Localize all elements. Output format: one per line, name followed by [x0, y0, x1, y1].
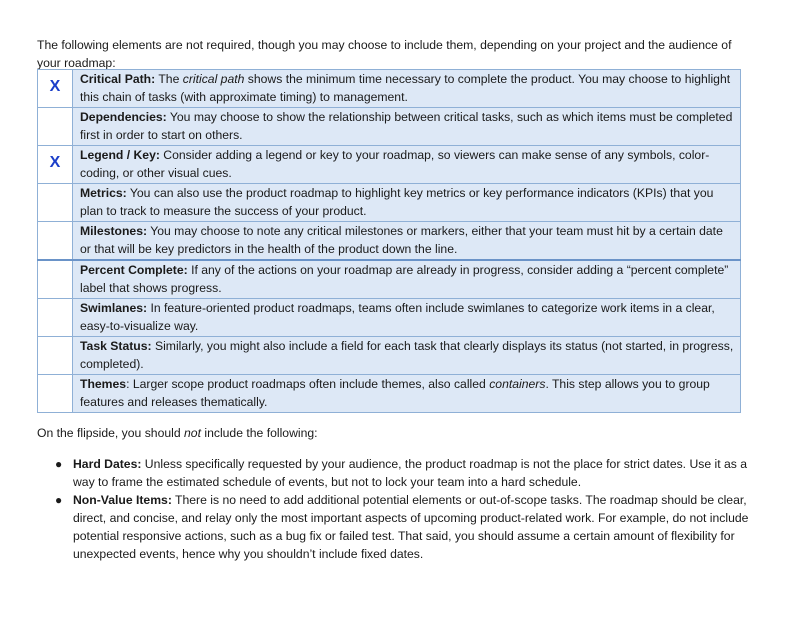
exclusion-list — [37, 455, 761, 563]
element-text: You may choose to note any critical milestones or markers, either that your team must hit by a certain date or that will be key predictors in the health of the product down the line. — [80, 224, 723, 256]
element-text: In feature-oriented product roadmaps, teams often include swimlanes to categorize work items in a clear, easy-to-visualize way. — [80, 301, 715, 333]
list-item — [37, 455, 761, 491]
element-description-cell — [73, 222, 741, 261]
selection-cell[interactable] — [38, 222, 73, 261]
element-term: Metrics: — [80, 186, 127, 200]
intro-paragraph: The following elements are not required, though you may choose to include them, depending on your project and the audience of your roadmap: — [37, 38, 732, 70]
element-term: Percent Complete: — [80, 263, 188, 277]
element-description — [80, 222, 734, 258]
table-row — [38, 260, 741, 299]
flipside-before: On the flipside, you should — [37, 426, 185, 440]
selection-cell[interactable] — [38, 108, 73, 146]
element-text-italic: critical path — [182, 72, 245, 86]
element-term: Task Status: — [80, 339, 152, 353]
bullet-term: Hard Dates: — [73, 457, 142, 471]
element-description — [80, 146, 734, 182]
selection-cell[interactable] — [38, 299, 73, 337]
table-row — [38, 222, 741, 261]
element-description-cell — [73, 70, 741, 108]
flipside-emphasis: not — [184, 426, 201, 440]
element-description — [80, 375, 734, 411]
table-row — [38, 70, 741, 108]
element-description — [80, 261, 734, 297]
element-description-cell — [73, 260, 741, 299]
flipside-after: include the following: — [200, 426, 318, 440]
element-term: Dependencies: — [80, 110, 167, 124]
selection-cell[interactable] — [38, 337, 73, 375]
bullet-term: Non-Value Items: — [73, 493, 172, 507]
selected-x-mark: X — [49, 78, 61, 95]
optional-elements-body — [38, 70, 741, 413]
table-row — [38, 108, 741, 146]
element-text: The — [155, 72, 183, 86]
element-description — [80, 108, 734, 144]
selection-cell[interactable] — [38, 184, 73, 222]
element-text: You may choose to show the relationship between critical tasks, such as which items must be completed first in order to start on others. — [80, 110, 733, 142]
table-row — [38, 337, 741, 375]
element-description — [80, 299, 734, 335]
element-description-cell — [73, 108, 741, 146]
element-description — [80, 184, 734, 220]
table-row — [38, 299, 741, 337]
flipside-paragraph — [37, 424, 318, 442]
selection-cell[interactable] — [38, 260, 73, 299]
element-text: If any of the actions on your roadmap are already in progress, consider adding a “percent complete” label that shows progress. — [80, 263, 729, 295]
element-description — [80, 337, 734, 373]
element-term: Milestones: — [80, 224, 148, 238]
bullet-text: There is no need to add additional potential elements or out-of-scope tasks. The roadmap should be clear, direct, and concise, and relay only the most important aspects of upcoming product-related work. For example, do not include potential responsive actions, such as a bug fix or failed test. That said, you should assume a certain amount of flexibility for unexpected events, hence why you shouldn’t include fixed dates. — [73, 493, 749, 561]
table-row — [38, 375, 741, 413]
selection-cell[interactable] — [38, 146, 73, 184]
element-description-cell — [73, 146, 741, 184]
bullet-dot-icon: ● — [55, 493, 63, 507]
element-text: Similarly, you might also include a field for each task that clearly displays its status (not started, in progress, completed). — [80, 339, 734, 371]
element-text: You can also use the product roadmap to highlight key metrics or key performance indicators (KPIs) that you plan to track to measure the success of your product. — [80, 186, 714, 218]
table-row — [38, 184, 741, 222]
element-term: Themes — [80, 377, 127, 391]
element-description-cell — [73, 337, 741, 375]
optional-elements-table — [37, 69, 741, 413]
element-description-cell — [73, 184, 741, 222]
element-term: Swimlanes: — [80, 301, 148, 315]
selection-cell[interactable] — [38, 70, 73, 108]
element-text: shows the minimum time necessary to complete the product. You may choose to highlight this chain of tasks (with approximate timing) to management. — [80, 72, 731, 104]
bullet-dot-icon: ● — [55, 457, 63, 471]
element-term: Critical Path: — [80, 72, 156, 86]
element-text: Consider adding a legend or key to your roadmap, so viewers can make sense of any symbols, color-coding, or other visual cues. — [80, 148, 710, 180]
table-row — [38, 146, 741, 184]
element-text: . This step allows you to group features and releases thematically. — [80, 377, 710, 409]
element-text-italic: containers — [489, 377, 546, 391]
element-text: : Larger scope product roadmaps often include themes, also called — [126, 377, 490, 391]
selection-cell[interactable] — [38, 375, 73, 413]
element-term: Legend / Key: — [80, 148, 160, 162]
list-item — [37, 491, 761, 563]
element-description-cell — [73, 299, 741, 337]
element-description — [80, 70, 734, 106]
element-description-cell — [73, 375, 741, 413]
selected-x-mark: X — [49, 154, 61, 171]
bullet-text: Unless specifically requested by your audience, the product roadmap is not the place for strict dates. Use it as a way to frame the estimated schedule of events, but not to lock your team into a hard schedule. — [73, 457, 748, 489]
